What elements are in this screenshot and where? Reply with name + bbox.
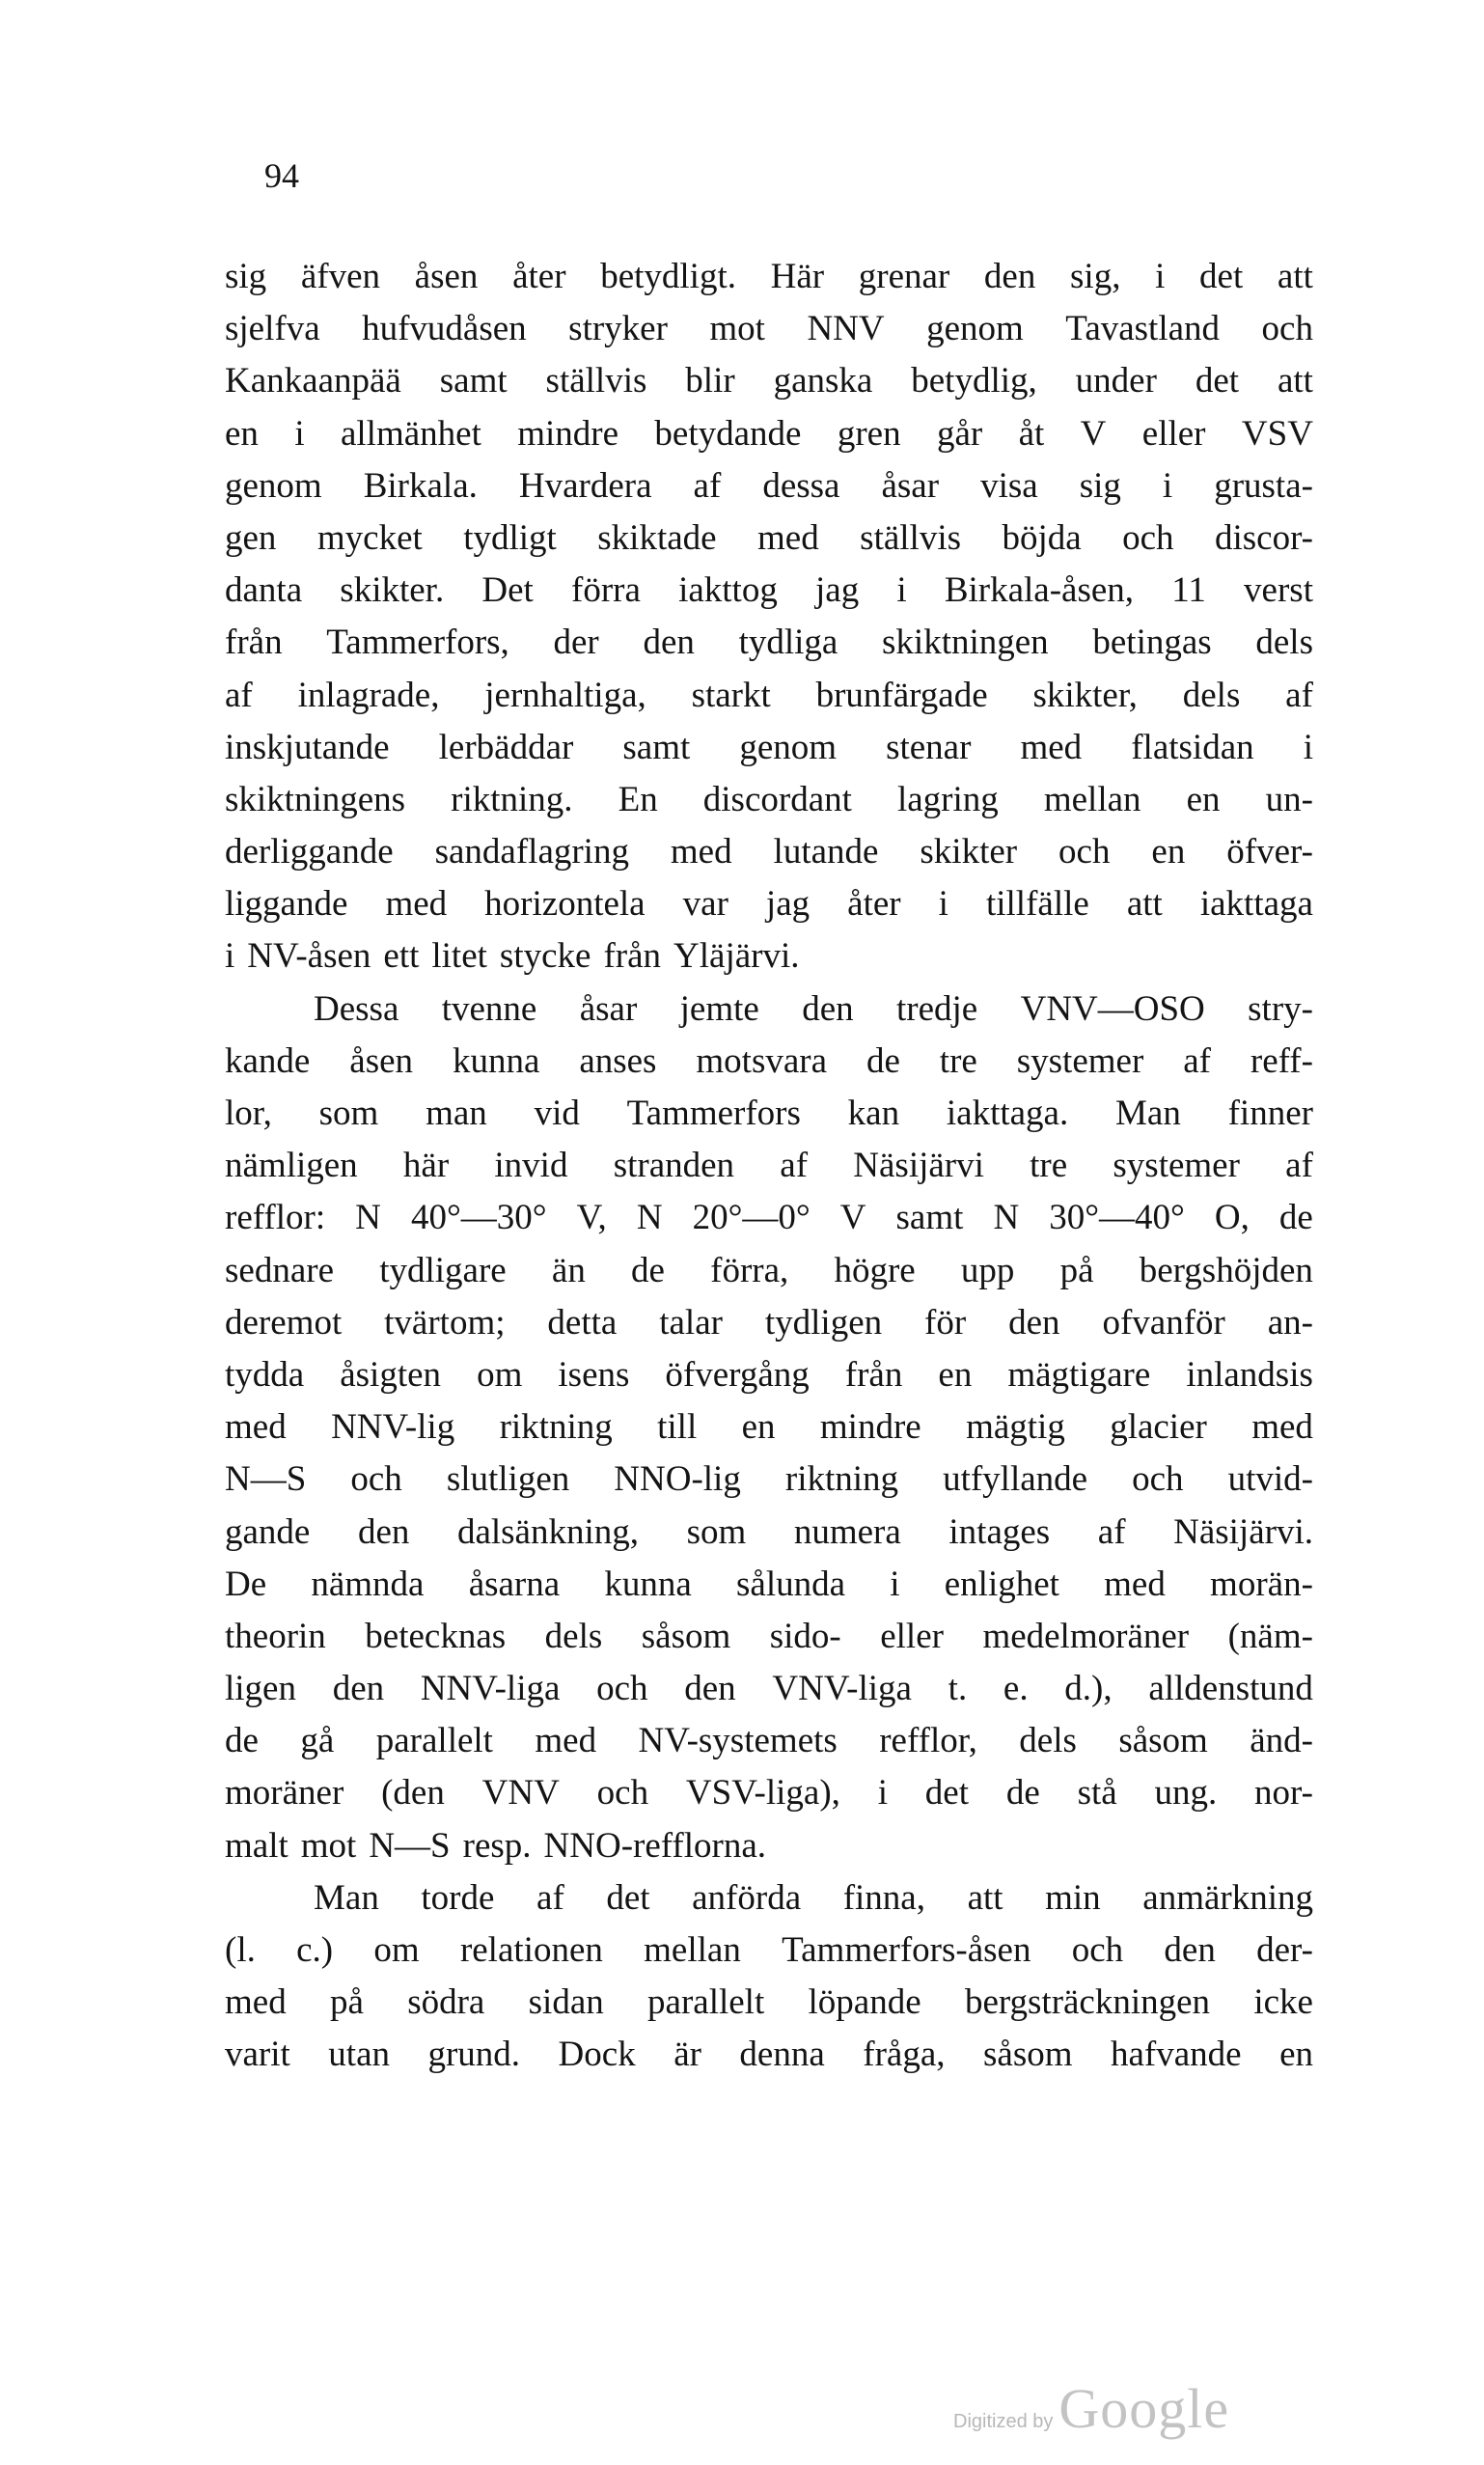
text-line: sig äfven åsen åter betydligt. Här grenar den sig, i det att <box>225 257 1313 296</box>
text-line: i NV-åsen ett litet stycke från Yläjärvi. <box>225 936 800 977</box>
page-number: 94 <box>264 156 299 195</box>
text-line: sjelfva hufvudåsen stryker mot NNV genom Tavastland och <box>225 309 1313 349</box>
text-line: liggande med horizontela var jag åter i tillfälle att iakttaga <box>225 884 1313 925</box>
text-line: tydda åsigten om isens öfvergång från en mägtigare inlandsis <box>225 1354 1313 1395</box>
paragraph <box>225 1872 1313 2082</box>
text-line: varit utan grund. Dock är denna fråga, såsom hafvande en <box>225 2035 1313 2075</box>
text-line: med NNV-lig riktning till en mindre mägtig glacier med <box>225 1407 1313 1448</box>
text-line: de gå parallelt med NV-systemets refflor, dels såsom änd- <box>225 1721 1313 1761</box>
text-line: theorin betecknas dels såsom sido- eller medelmoräner (näm- <box>225 1616 1313 1656</box>
text-line: sednare tydligare än de förra, högre upp på bergshöjden <box>225 1250 1313 1290</box>
body-text <box>225 251 1313 2082</box>
text-line: malt mot N—S resp. NNO-refflorna. <box>225 1825 767 1866</box>
text-line: gen mycket tydligt skiktade med ställvis böjda och discor- <box>225 517 1313 558</box>
text-line: genom Birkala. Hvardera af dessa åsar visa sig i grusta- <box>225 465 1313 506</box>
text-line: skiktningens riktning. En discordant lagring mellan en un- <box>225 779 1313 819</box>
text-line: från Tammerfors, der den tydliga skiktningen betingas dels <box>225 623 1313 663</box>
text-line: gande den dalsänkning, som numera intages af Näsijärvi. <box>225 1511 1313 1552</box>
text-line: ligen den NNV-liga och den VNV-liga t. e. d.), alldenstund <box>225 1669 1313 1709</box>
text-line: derliggande sandaflagring med lutande skikter och en öfver- <box>225 832 1313 872</box>
text-line: moräner (den VNV och VSV-liga), i det de stå ung. nor- <box>225 1773 1313 1814</box>
text-line: (l. c.) om relationen mellan Tammerfors-åsen och den der- <box>225 1930 1313 1970</box>
text-line: lor, som man vid Tammerfors kan iakttaga. Man finner <box>225 1094 1313 1133</box>
paragraph <box>225 983 1313 1872</box>
text-line: nämligen här invid stranden af Näsijärvi tre systemer af <box>225 1146 1313 1186</box>
text-line: en i allmänhet mindre betydande gren går åt V eller VSV <box>225 413 1313 454</box>
digitized-by-label: Digitized by <box>953 2411 1054 2432</box>
text-line: deremot tvärtom; detta talar tydligen för den ofvanför an- <box>225 1302 1313 1343</box>
text-line: Kankaanpää samt ställvis blir ganska betydlig, under det att <box>225 361 1313 402</box>
text-line: Man torde af det anförda finna, att min anmärkning <box>314 1877 1313 1918</box>
text-line: med på södra sidan parallelt löpande bergsträckningen icke <box>225 1982 1313 2023</box>
digitized-by-watermark <box>953 2376 1229 2441</box>
paragraph <box>225 251 1313 983</box>
text-line: inskjutande lerbäddar samt genom stenar med flatsidan i <box>225 727 1313 767</box>
text-line: danta skikter. Det förra iakttog jag i Birkala-åsen, 11 verst <box>225 570 1313 611</box>
text-line: kande åsen kunna anses motsvara de tre systemer af reff- <box>225 1040 1313 1081</box>
text-line: De nämnda åsarna kunna sålunda i enlighet med morän- <box>225 1564 1313 1604</box>
text-line: Dessa tvenne åsar jemte den tredje VNV—OSO stry- <box>314 988 1313 1029</box>
text-line: refflor: N 40°—30° V, N 20°—0° V samt N 30°—40° O, de <box>225 1198 1313 1238</box>
text-line: af inlagrade, jernhaltiga, starkt brunfärgade skikter, dels af <box>225 675 1313 715</box>
text-line: N—S och slutligen NNO-lig riktning utfyllande och utvid- <box>225 1459 1313 1500</box>
google-logo: Google <box>1058 2377 1230 2440</box>
